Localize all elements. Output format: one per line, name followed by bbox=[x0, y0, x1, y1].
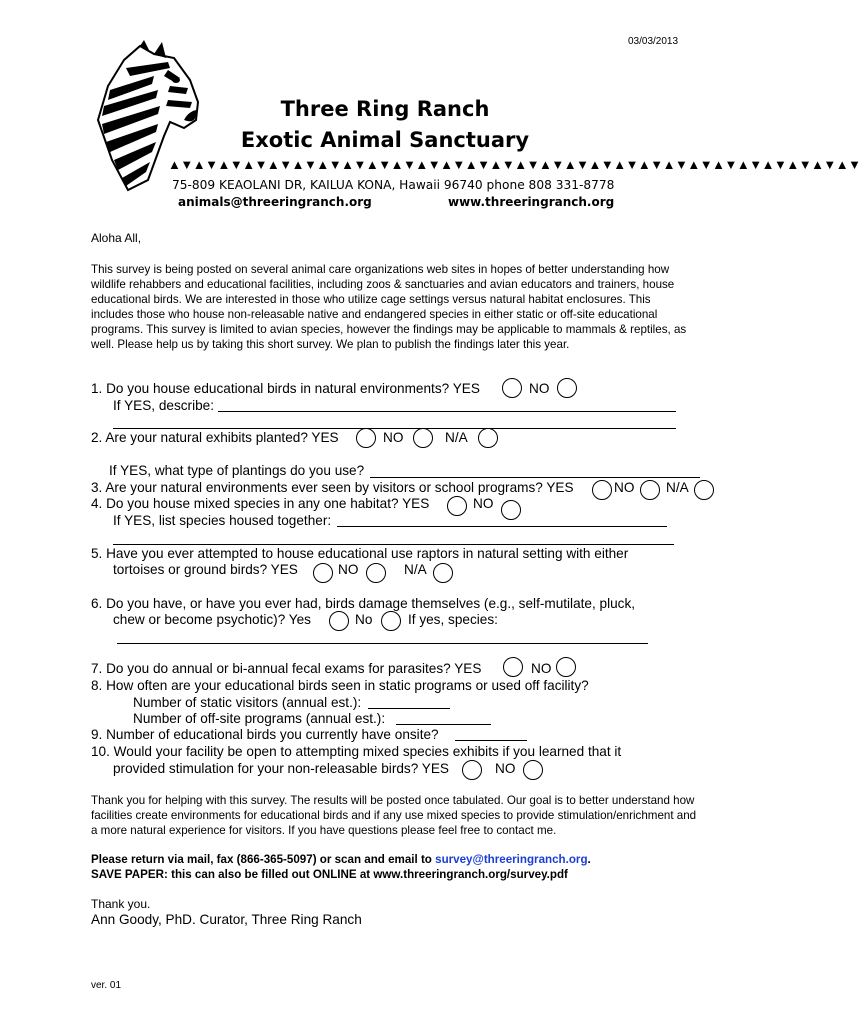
q6-yes-radio[interactable] bbox=[329, 611, 349, 631]
version-label: ver. 01 bbox=[91, 980, 122, 991]
question-6: 6. Do you have, or have you ever had, birds damage themselves (e.g., self-mutilate, pluck, bbox=[91, 596, 636, 611]
question-5-line2: tortoises or ground birds? YES bbox=[113, 562, 298, 577]
return-instructions bbox=[91, 853, 591, 866]
return-text: Please return via mail, fax (866-365-5097) or scan and email to bbox=[91, 853, 436, 866]
q2-na-label: N/A bbox=[445, 430, 468, 445]
q3-yes-radio[interactable] bbox=[592, 480, 612, 500]
thank-you: Thank you. bbox=[91, 897, 151, 911]
website-link: www.threeringranch.org bbox=[448, 195, 615, 209]
page-subtitle: Exotic Animal Sanctuary bbox=[240, 128, 530, 152]
q7-yes-radio[interactable] bbox=[503, 657, 523, 677]
q7-no-radio[interactable] bbox=[556, 657, 576, 677]
question-8: 8. How often are your educational birds seen in static programs or used off facility? bbox=[91, 678, 589, 693]
question-6-line2: chew or become psychotic)? Yes bbox=[113, 612, 311, 627]
question-1-sub: If YES, describe: bbox=[113, 398, 214, 413]
q10-no-label: NO bbox=[495, 761, 516, 776]
question-4-sub: If YES, list species housed together: bbox=[113, 513, 332, 528]
q4-no-radio[interactable] bbox=[501, 500, 521, 520]
q5-na-radio[interactable] bbox=[433, 563, 453, 583]
q8-offsite-field[interactable] bbox=[396, 724, 491, 725]
q2-plantings-field[interactable] bbox=[370, 477, 700, 478]
q10-yes-radio[interactable] bbox=[462, 760, 482, 780]
q2-yes-radio[interactable] bbox=[356, 428, 376, 448]
q2-no-label: NO bbox=[383, 430, 404, 445]
question-7: 7. Do you do annual or bi-annual fecal exams for parasites? YES bbox=[91, 661, 482, 676]
decorative-border: ▲▼▲▼▲▼▲▼▲▼▲▼▲▼▲▼▲▼▲▼▲▼▲▼▲▼▲▼▲▼▲▼▲▼▲▼▲▼▲▼▲▼▲▼▲▼▲▼▲▼▲▼▲▼▲▼ bbox=[168, 157, 861, 172]
return-end: . bbox=[587, 853, 591, 866]
q8-static-field[interactable] bbox=[368, 708, 450, 709]
question-3: 3. Are your natural environments ever seen by visitors or school programs? YES bbox=[91, 480, 574, 495]
question-10: 10. Would your facility be open to attempting mixed species exhibits if you learned that it bbox=[91, 744, 622, 759]
q2-na-radio[interactable] bbox=[478, 428, 498, 448]
question-8-static: Number of static visitors (annual est.): bbox=[133, 695, 362, 710]
contact-email: animals@threeringranch.org bbox=[178, 195, 372, 209]
q5-no-label: NO bbox=[338, 562, 359, 577]
q1-describe-field[interactable] bbox=[218, 411, 676, 412]
save-paper-note: SAVE PAPER: this can also be filled out ONLINE at www.threeringranch.org/survey.pdf bbox=[91, 868, 568, 881]
signature: Ann Goody, PhD. Curator, Three Ring Ranch bbox=[91, 912, 362, 927]
q1-no-radio[interactable] bbox=[557, 378, 577, 398]
q4-species-field[interactable] bbox=[337, 526, 667, 527]
greeting: Aloha All, bbox=[91, 231, 142, 245]
q3-no-radio[interactable] bbox=[640, 480, 660, 500]
question-10-line2: provided stimulation for your non-releasable birds? YES bbox=[113, 761, 450, 776]
q3-na-radio[interactable] bbox=[694, 480, 714, 500]
question-9: 9. Number of educational birds you currently have onsite? bbox=[91, 727, 439, 742]
question-4: 4. Do you house mixed species in any one habitat? YES bbox=[91, 496, 430, 511]
q6-species-field[interactable] bbox=[117, 643, 648, 644]
q4-species-field-2[interactable] bbox=[113, 544, 674, 545]
question-2-sub: If YES, what type of plantings do you use? bbox=[109, 463, 365, 478]
q5-no-radio[interactable] bbox=[366, 563, 386, 583]
q4-yes-radio[interactable] bbox=[447, 496, 467, 516]
page-title: Three Ring Ranch bbox=[280, 97, 490, 121]
q1-yes-radio[interactable] bbox=[502, 378, 522, 398]
survey-email-link[interactable]: survey@threeringranch.org bbox=[435, 853, 588, 866]
document-date: 03/03/2013 bbox=[628, 36, 679, 47]
q1-describe-field-2[interactable] bbox=[113, 428, 676, 429]
question-8-offsite: Number of off-site programs (annual est.): bbox=[133, 711, 386, 726]
q1-no-label: NO bbox=[529, 381, 550, 396]
q10-no-radio[interactable] bbox=[523, 760, 543, 780]
q6-no-radio[interactable] bbox=[381, 611, 401, 631]
question-1: 1. Do you house educational birds in natural environments? YES bbox=[91, 381, 480, 396]
intro-paragraph: This survey is being posted on several animal care organizations web sites in hopes of better understanding how wildlife rehabbers and educational facilities, including zoos & sanctuaries and avian educators and trainers, house educational birds. We are interested in those who utilize cage settings versus natural habitat enclosures. This includes those who house non-releasable native and endangered species in either static or off-site educational programs. This survey is limited to avian species, however the findings may be applicable to mammals & reptiles, as well. Please help us by taking this short survey. We plan to publish the findings later this year. bbox=[91, 263, 687, 351]
address-line: 75-809 KEAOLANI DR, KAILUA KONA, Hawaii 96740 phone 808 331-8778 bbox=[172, 178, 615, 192]
q7-no-label: NO bbox=[531, 661, 552, 676]
q6-no-label: No bbox=[355, 612, 373, 627]
closing-paragraph: Thank you for helping with this survey. The results will be posted once tabulated. Our goal is to better understand how facilities create environments for educational birds and if any use mixed species to provide stimulation/enrichment and a more natural experience for visitors. If you have questions please feel free to contact me. bbox=[91, 794, 697, 837]
question-2: 2. Are your natural exhibits planted? YES bbox=[91, 430, 339, 445]
q2-no-radio[interactable] bbox=[413, 428, 433, 448]
q9-count-field[interactable] bbox=[455, 740, 527, 741]
q5-yes-radio[interactable] bbox=[313, 563, 333, 583]
question-5: 5. Have you ever attempted to house educational use raptors in natural setting with either bbox=[91, 546, 629, 561]
question-6-species: If yes, species: bbox=[408, 612, 498, 627]
q5-na-label: N/A bbox=[404, 562, 427, 577]
q3-no-label: NO bbox=[614, 480, 635, 495]
q4-no-label: NO bbox=[473, 496, 494, 511]
q3-na-label: N/A bbox=[666, 480, 689, 495]
